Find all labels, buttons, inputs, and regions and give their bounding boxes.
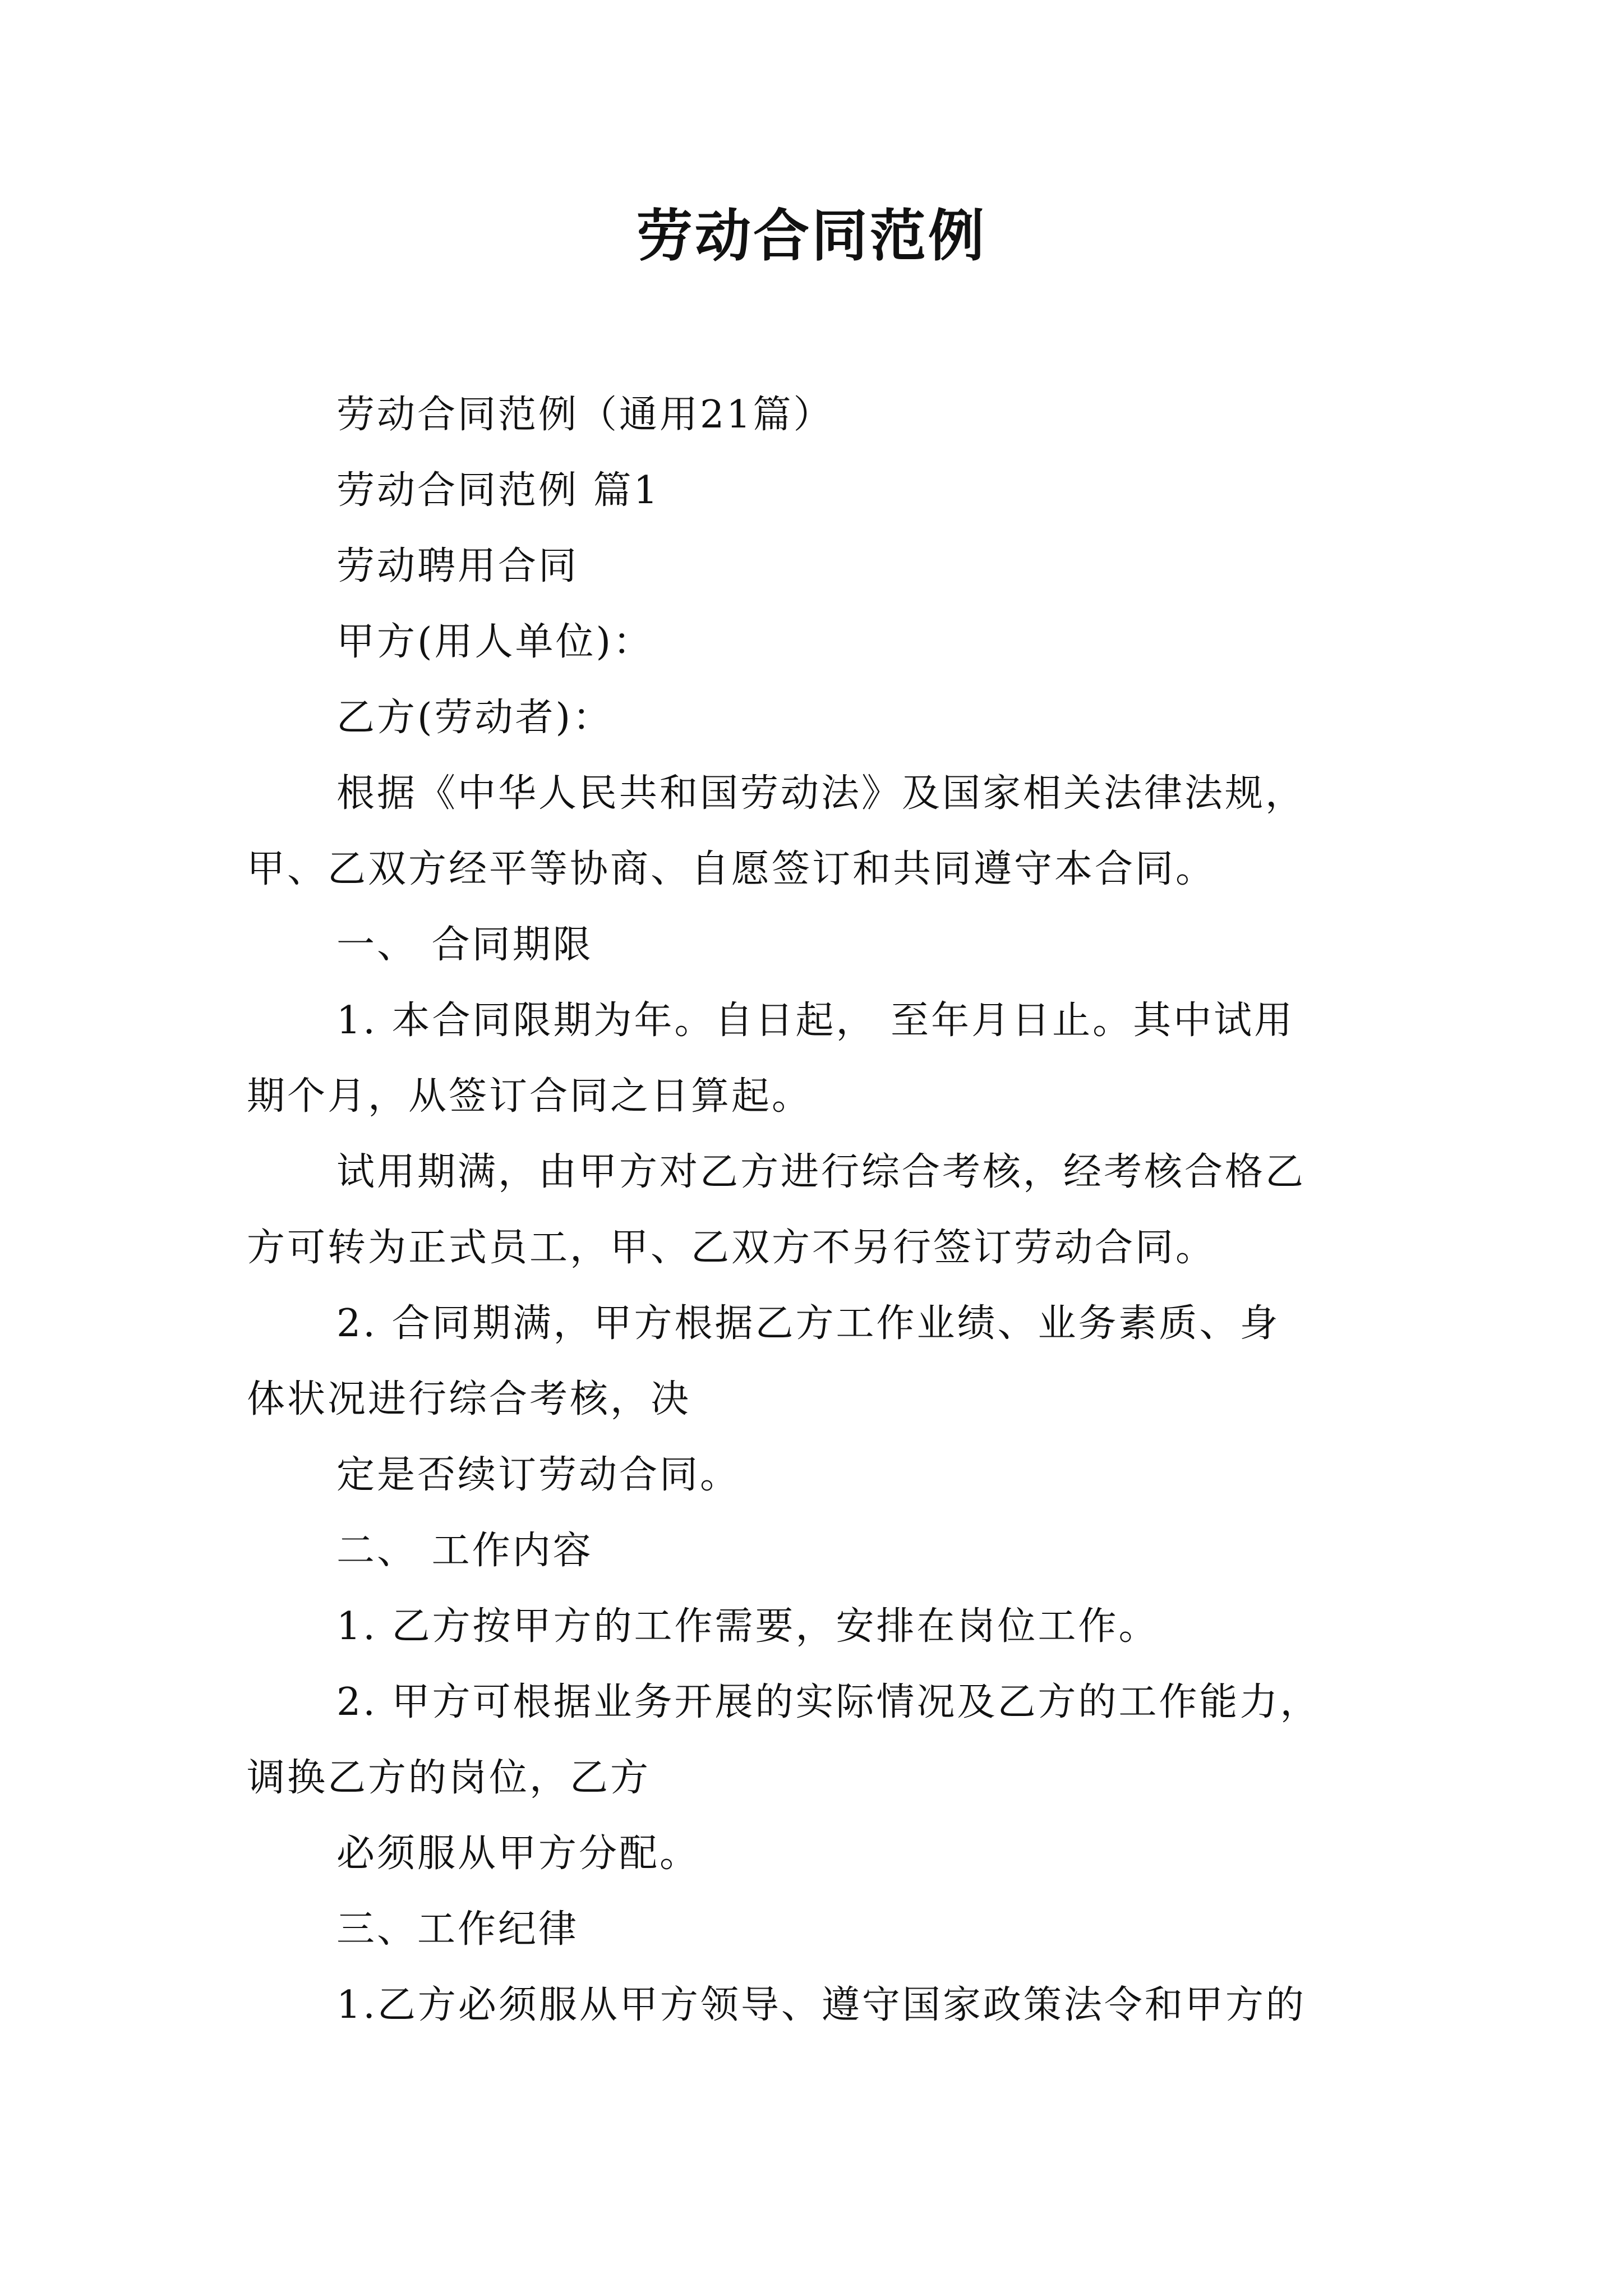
section-heading: 二、 工作内容	[336, 1529, 593, 1573]
paragraph-line: 必须服从甲方分配。	[336, 1832, 700, 1876]
paragraph-line: 甲、乙双方经平等协商、自愿签订和共同遵守本合同。	[247, 847, 1216, 891]
party-a-line: 甲方(用人单位)：	[336, 620, 654, 664]
paragraph-line: 试用期满，由甲方对乙方进行综合考核，经考核合格乙	[336, 1150, 1306, 1194]
paragraph-line: 1. 乙方按甲方的工作需要，安排在岗位工作。	[336, 1604, 1159, 1649]
paragraph-line: 体状况进行综合考核，决	[247, 1377, 691, 1421]
paragraph-line: 期个月，从签订合同之日算起。	[247, 1074, 813, 1119]
paragraph-line: 方可转为正式员工，甲、乙双方不另行签订劳动合同。	[247, 1226, 1216, 1270]
paragraph-line: 调换乙方的岗位，乙方	[247, 1756, 651, 1800]
paragraph-line: 1. 本合同限期为年。自日起， 至年月日止。其中试用	[336, 999, 1295, 1043]
paragraph-line: 定是否续订劳动合同。	[336, 1453, 741, 1497]
document-title: 劳动合同范例	[637, 203, 986, 269]
contract-name: 劳动聘用合同	[336, 544, 579, 588]
subtitle-line: 劳动合同范例（通用21篇）	[336, 393, 834, 437]
paragraph-line: 根据《中华人民共和国劳动法》及国家相关法律法规，	[336, 771, 1306, 816]
section-heading: 三、工作纪律	[336, 1907, 579, 1952]
article-heading: 劳动合同范例 篇1	[336, 468, 660, 513]
paragraph-line: 1.乙方必须服从甲方领导、遵守国家政策法令和甲方的	[336, 1983, 1306, 2027]
paragraph-line: 2. 甲方可根据业务开展的实际情况及乙方的工作能力，	[336, 1680, 1321, 1724]
paragraph-line: 2. 合同期满，甲方根据乙方工作业绩、业务素质、身	[336, 1301, 1280, 1346]
section-heading: 一、 合同期限	[336, 923, 593, 967]
party-b-line: 乙方(劳动者)：	[336, 696, 614, 740]
